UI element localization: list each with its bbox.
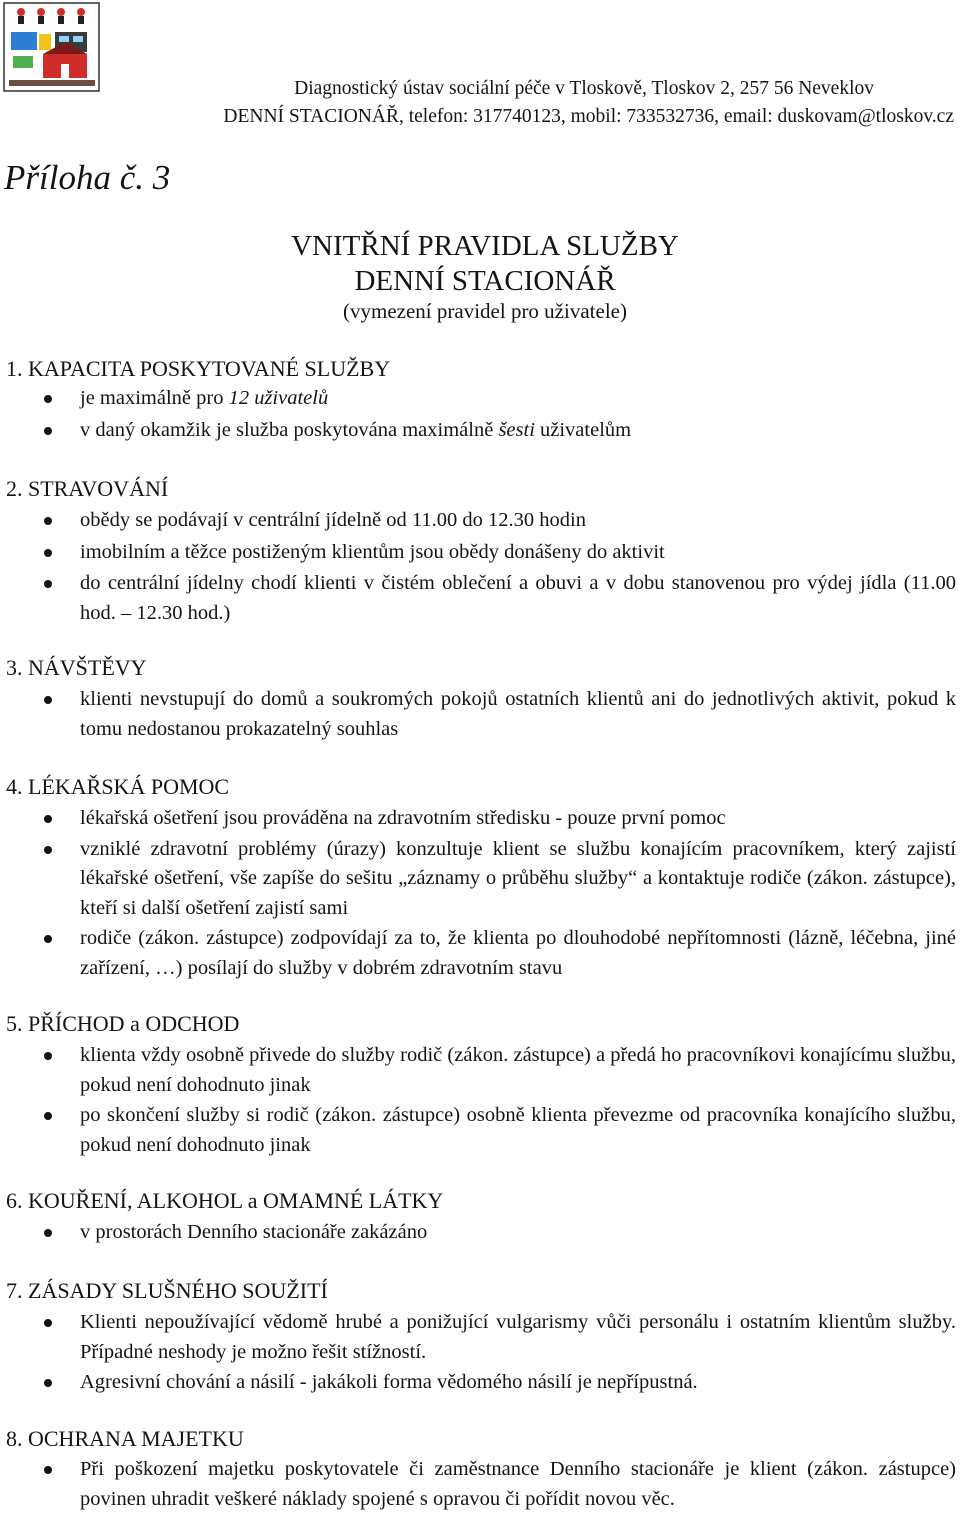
list-item: v daný okamžik je služba poskytována maximálně šesti uživatelům: [6, 416, 956, 446]
list-item: klienti nevstupují do domů a soukromých pokojů ostatních klientů ani do jednotlivých aktivit, pokud k tomu nedostanou prokazatelný souhlas: [6, 685, 956, 744]
list-item: Klienti nepoužívající vědomě hrubé a ponižující vulgarismy vůči personálu i ostatním klientům služby. Případné neshody je možno řešit stížností.: [6, 1308, 956, 1367]
list-item: Při poškození majetku poskytovatele či zaměstnance Denního stacionáře je klient (zákon. zástupce) povinen uhradit veškeré náklady spojené s opravou či pořídit novou věc.: [6, 1455, 956, 1514]
list-item: imobilním a těžce postiženým klientům jsou obědy donášeny do aktivit: [6, 538, 956, 568]
bullet-icon: [44, 815, 52, 823]
document-scope-note: (vymezení pravidel pro uživatele): [343, 299, 627, 323]
header-contact: DENNÍ STACIONÁŘ, telefon: 317740123, mobil: 733532736, email: duskovam@tloskov.cz: [223, 106, 954, 127]
section-coexistence: [6, 1276, 956, 1398]
section-heading: 5. PŘÍCHOD a ODCHOD: [6, 1011, 240, 1036]
section-heading: 3. NÁVŠTĚVY: [6, 655, 147, 680]
bullet-icon: [44, 427, 52, 435]
section-medical-help: [6, 772, 956, 983]
list-item: Agresivní chování a násilí - jakákoli forma vědomého násilí je nepřípustná.: [6, 1368, 956, 1398]
bullet-icon: [44, 1229, 52, 1237]
section-property-protection: [6, 1424, 956, 1514]
emphasis: 12 uživatelů: [228, 387, 329, 409]
section-heading: 4. LÉKAŘSKÁ POMOC: [6, 774, 230, 799]
list-item: vzniklé zdravotní problémy (úrazy) konzultuje klient se službu konajícím pracovníkem, který zajistí lékařské ošetření, vše zapíše do sešitu „záznamy o průběhu služby“ a kontaktuje rodiče (zákon. zástupce), kteří si další ošetření zajistí sami: [6, 835, 956, 924]
bullet-icon: [44, 696, 52, 704]
list-item: je maximálně pro 12 uživatelů: [6, 384, 956, 414]
section-arrival-departure: [6, 1009, 956, 1160]
bullet-icon: [44, 549, 52, 557]
bullet-icon: [44, 395, 52, 403]
header-institution: Diagnostický ústav sociální péče v Tloskově, Tloskov 2, 257 56 Neveklov: [294, 78, 874, 99]
section-heading: 1. KAPACITA POSKYTOVANÉ SLUŽBY: [6, 356, 391, 381]
bullet-icon: [44, 517, 52, 525]
attachment-label: Příloha č. 3: [4, 158, 171, 197]
list-item: obědy se podávají v centrální jídelně od 11.00 do 12.30 hodin: [6, 506, 956, 536]
bullet-icon: [44, 846, 52, 854]
bullet-icon: [44, 935, 52, 943]
document-subtitle: DENNÍ STACIONÁŘ: [354, 265, 616, 297]
list-item: rodiče (zákon. zástupce) zodpovídají za to, že klienta po dlouhodobé nepřítomnosti (lázně, léčebna, jiné zařízení, …) posílají do služby v dobrém zdravotním stavu: [6, 924, 956, 983]
bullet-icon: [44, 1319, 52, 1327]
list-item: po skončení služby si rodič (zákon. zástupce) osobně klienta převezme od pracovníka konajícího službu, pokud není dohodnuto jinak: [6, 1101, 956, 1160]
section-heading: 2. STRAVOVÁNÍ: [6, 476, 169, 501]
section-heading: 8. OCHRANA MAJETKU: [6, 1426, 244, 1451]
section-heading: 6. KOUŘENÍ, ALKOHOL a OMAMNÉ LÁTKY: [6, 1188, 444, 1213]
bullet-icon: [44, 1466, 52, 1474]
bullet-icon: [44, 580, 52, 588]
section-visits: [6, 653, 956, 744]
section-heading: 7. ZÁSADY SLUŠNÉHO SOUŽITÍ: [6, 1278, 328, 1303]
document-title: VNITŘNÍ PRAVIDLA SLUŽBY: [291, 230, 679, 262]
emphasis: šesti: [498, 418, 535, 441]
list-item: lékařská ošetření jsou prováděna na zdravotním středisku - pouze první pomoc: [6, 804, 956, 834]
bullet-icon: [44, 1379, 52, 1387]
section-smoking-alcohol: [6, 1186, 956, 1248]
bullet-icon: [44, 1052, 52, 1060]
bullet-icon: [44, 1112, 52, 1120]
list-item: v prostorách Denního stacionáře zakázáno: [6, 1218, 956, 1248]
list-item: do centrální jídelny chodí klienti v čistém oblečení a obuvi a v dobu stanovenou pro výdej jídla (11.00 hod. – 12.30 hod.): [6, 569, 956, 628]
section-capacity: [6, 354, 956, 445]
list-item: klienta vždy osobně přivede do služby rodič (zákon. zástupce) a předá ho pracovníkovi konajícímu službu, pokud není dohodnuto jinak: [6, 1041, 956, 1100]
section-meals: [6, 474, 956, 628]
